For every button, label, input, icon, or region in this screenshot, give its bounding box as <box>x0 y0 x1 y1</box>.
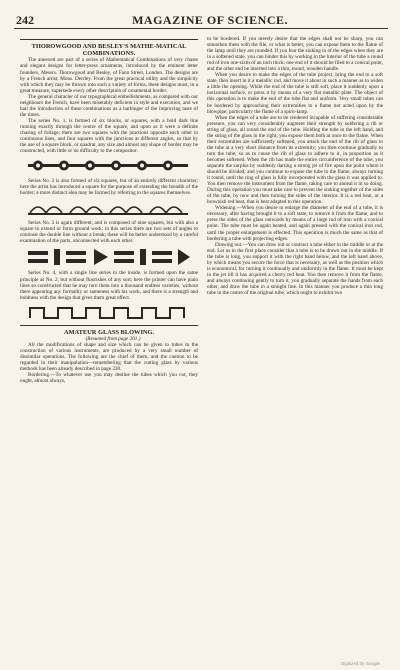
left-column <box>20 36 198 384</box>
paragraph: Series No. 2 is also formed of six squares, but of an entirely different character; here the artist has introduced a square for the purpose of extending the breadth of the border; a more distinct idea may be formed by referring to the squares themselves. <box>20 178 198 197</box>
paragraph: All the modifications of shape and size which can be given to tubes in the construction of various instruments, are produced by a very small number of dissimilar operations. The following are the chief of them, and the caution to be regarded in their manipulation—remembering that the cutting glass by various methods has been already described in page 230. <box>20 341 198 373</box>
digitization-credit: Digitized by Google <box>340 661 380 666</box>
section-divider <box>20 39 198 40</box>
paragraph: The annexed are part of a series of Mathematical Combinations of very chaste and elegant designs for letter-press ornaments, introduced by the eminent letter founders, Messrs. Thorowgood and Besley, of Fann Street, London. The designs are by a French artist, Mons. Derriey. From the great practical utility and the simplicity with which they may be thrown into such a variety of forms, these designs must, in a great measure, supersede every other description of ornamental border. <box>20 57 198 94</box>
ornament-series-4-figure <box>20 304 198 322</box>
section-divider <box>20 325 198 326</box>
paragraph: Series No. 3 is again different, and is composed of nine squares, but with also a square to extend or form ground work; in this series there are two sets of angles to continue the double line without a break; these will be better understood by a careful examination of the parts, unconnected with each other. <box>20 220 198 245</box>
page-number: 242 <box>16 13 34 27</box>
paragraph: Bordering.—To whatever use you may destine the tubes which you cut, they ought, almost always, <box>20 372 198 385</box>
page-header <box>14 12 388 29</box>
page <box>14 6 388 666</box>
article-title-combinations: THOROWGOOD AND BESLEY'S MATHE-MATICAL COMBINATIONS. <box>31 43 187 58</box>
paragraph: Drawing out.—You can draw out or contract a tube either in the middle or at the end. Let us in the first place consider that a tube is to be drawn out in the middle. If the tube is long, you support it with the right hand below, and the left hand above, by which means you secure the force that is necessary, as well as the position which is economical, for turning it continually and uniformly in the flame. It must be kept in the jet till it has acquired a cherry red heat. You then remove it from the flame, and always continuing gently to turn it, you gradually separate the hands from each other, and draw the tube in a straight line. In this manner you produce a thin long tube in the centre of the original tube, which ought to exhibit two <box>207 241 383 296</box>
paragraph: The general character of our typographical embellishments, as compared with our neighbours the French, have been miserably deficient in style and execution, and we hail the introduction of these combinations as a harbinger of the improving taste of the times. <box>20 93 198 118</box>
article-title-glass-blowing: AMATEUR GLASS BLOWING. <box>63 328 155 336</box>
paragraph: to be bordered. If you merely desire that the edges shall not be sharp, you can smoothen them with the file, or what is better, you can expose them to the flame of the lamp until they are rounded. If you fear the sinking in of the edges when they are in a softened state, you can hinder this by working in the interior of the tube a round rod of iron one-sixth of an inch thick: one end of it should be filed to a conical point, and the other end be inserted into a thin, round, wooden handle. <box>207 36 383 73</box>
journal-title: MAGAZINE OF SCIENCE. <box>132 13 288 27</box>
paragraph: When you desire to make the edges of the tube project, bring the end to a soft state, then insert in it a metallic rod, and move it about in such a manner as to widen a little the opening. While the end of the tube is still soft, place it suddenly upon a horizontal surface, or press it by means of a very flat metallic plate. The object of this operation is to make the end of the tube flat and uniform. Very small tubes can be bordered by approaching their extremities to a flame not acted upon by the blowpipe; particularly the flame of a spirit-lamp. <box>207 72 383 115</box>
paragraph: Widening.—When you desire to enlarge the diameter of the end of a tube, it is necessary, after having brought it to a soft state, to remove it from the flame, and to press the sides of the glass outwards by means of a large rod of iron with a conical point. The tube must be again heated, and again pressed with the conical iron rod, until the proper enlargement is effected. This operation is much the same as that of bordering a tube with projecting edges. <box>207 205 383 242</box>
article-subtitle: (Resumed from page 201.) <box>85 335 141 342</box>
paragraph: Series No. 4, with a single line series in the inside, is formed upon the same principle as No. 2, but without flourishes of any sort; here the printer can have plain lines so constructed that he may turn them into a thousand endless varieties, without there appearing any formality or sameness with his work, and there is a strength and boldness with the design that gives them great effect. <box>20 270 198 301</box>
ornament-series-2-figure <box>20 199 198 217</box>
ornament-series-3-figure <box>20 247 198 267</box>
ornament-series-1-figure <box>20 157 198 175</box>
paragraph: The series No. 1, is formed of six blocks, or squares, with a bold dark line running exactly through the centre of the square, and upon as it were a definite chasing of foliage; there are two squares with the junctions opposite each other in continuous lines, and four squares with the junctions at different angles, so that by the use of a square block, or quadrat, any size and almost any shape of border may be constructed, with little or no difficulty to the compositor. <box>20 117 198 155</box>
right-column <box>207 36 383 296</box>
paragraph: When the edges of a tube are to be rendered incapable of suffering considerable pressure, you can very considerably augment their strength by soldering a rib or string of glass, all round the end of the tube. Holding the tube in the left hand, and the string of the glass in the right, you expose them both at once to the flame. When their extremities are sufficiently softened, you attach the end of the rib of glass to the tube at a very short distance from its extremity; you then continue gradually to turn the tube, so as to cause the rib of glass to adhere to it, in proportion as it becomes softened. When the rib has made the entire circumference of the tube, you separate the surplus by suddenly darting a strong jet of fire upon the point where it should be divided; and you continue to expose the tube to the flame, always turning it round, until the ring of glass is fully incorporated with the glass it was applied to. You then remove the instrument from the flame, taking care to anneal it in so doing. During this operation you must take care to prevent the sinking together of the sides of the tube, by now and then turning the sides of the interior. It is a red heat, or a brownish red heat, that is best adapted to this operation. <box>207 114 383 206</box>
